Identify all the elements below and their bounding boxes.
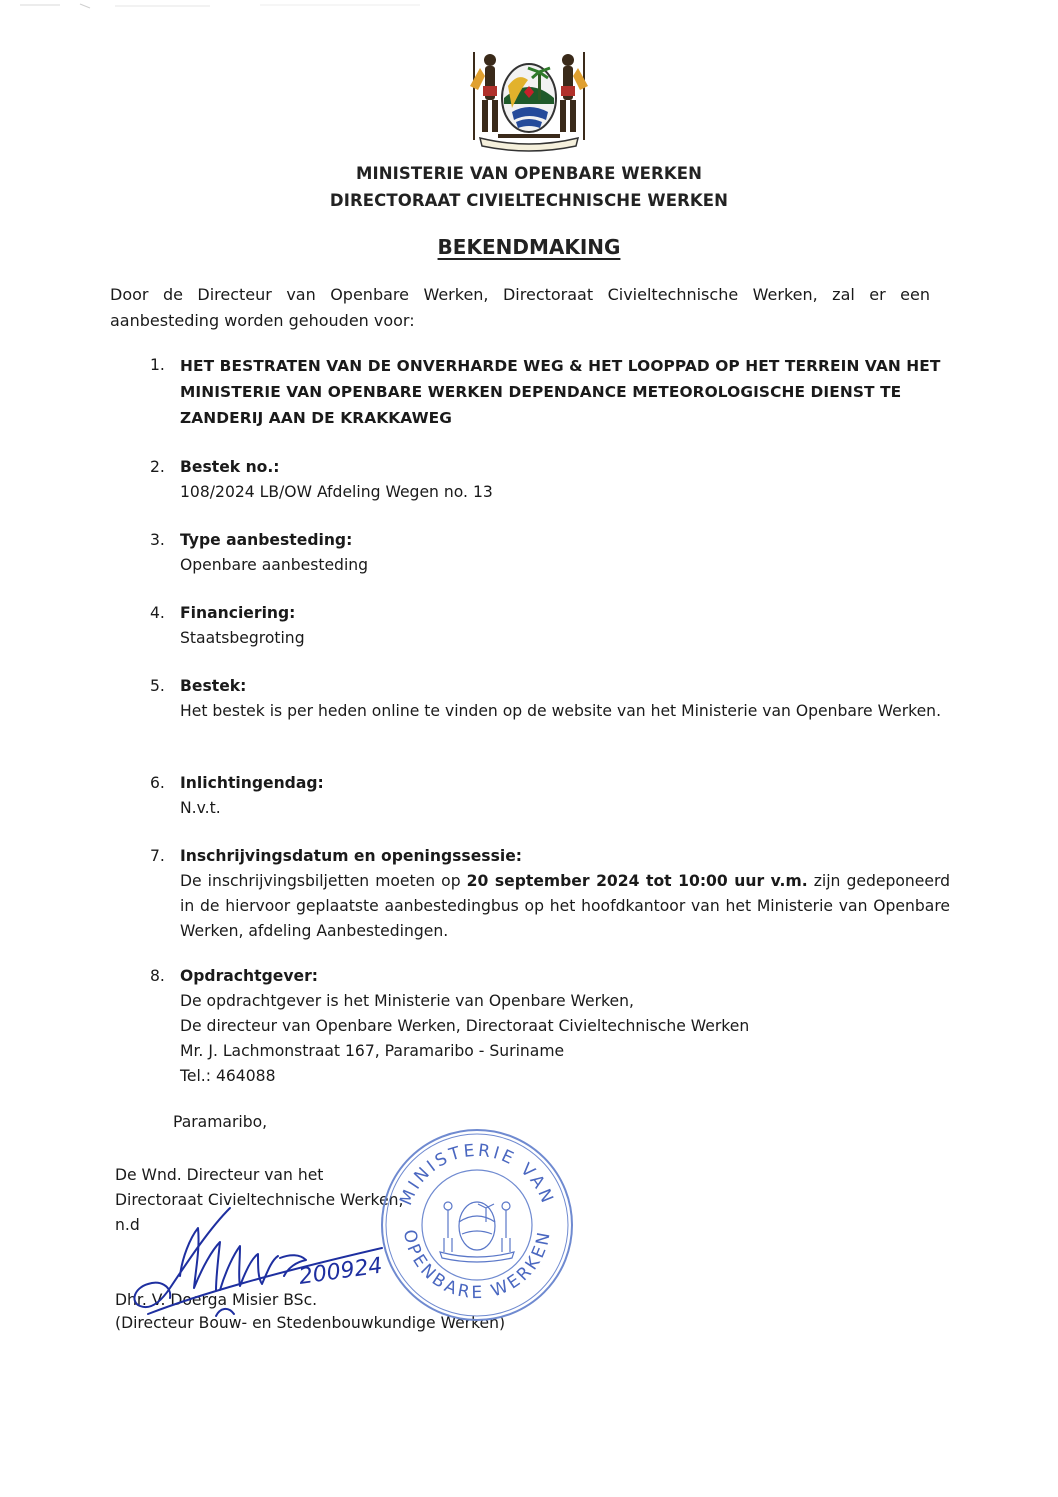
item-body xyxy=(180,844,950,944)
item-number: 3. xyxy=(150,531,165,549)
item-body xyxy=(180,674,950,724)
item-text-line: De opdrachtgever is het Ministerie van Openbare Werken, xyxy=(180,992,634,1010)
ministry-name: MINISTERIE VAN OPENBARE WERKEN xyxy=(355,164,703,183)
item-number: 4. xyxy=(150,604,165,622)
deadline: 20 september 2024 tot 10:00 uur v.m. xyxy=(466,872,808,890)
item-heading: Type aanbesteding: xyxy=(180,531,353,549)
coat-of-arms-icon xyxy=(468,46,590,156)
item-heading: Bestek no.: xyxy=(180,458,280,476)
item-number: 7. xyxy=(150,847,165,865)
item-body xyxy=(180,455,950,505)
item-body xyxy=(180,601,950,651)
signature-line: n.d xyxy=(115,1216,140,1234)
svg-text:MINISTERIE VAN xyxy=(396,1141,558,1209)
item-text-line: De directeur van Openbare Werken, Directoraat Civieltechnische Werken xyxy=(180,1017,750,1035)
signature-line: Directoraat Civieltechnische Werken, xyxy=(115,1191,404,1209)
project-title-line: MINISTERIE VAN OPENBARE WERKEN DEPENDANCE METEOROLOGISCHE DIENST TE xyxy=(180,383,902,401)
place-line: Paramaribo, xyxy=(173,1113,268,1131)
item-heading: Financiering: xyxy=(180,604,296,622)
item-number: 6. xyxy=(150,774,165,792)
signature-line: De Wnd. Directeur van het xyxy=(115,1166,324,1184)
item-text: Openbare aanbesteding xyxy=(180,556,369,574)
item-text: 108/2024 LB/OW Afdeling Wegen no. 13 xyxy=(180,483,493,501)
stamp-bottom-text: OPENBARE WERKEN xyxy=(398,1227,556,1304)
svg-text:OPENBARE WERKEN xyxy=(399,1228,555,1303)
handwritten-signature xyxy=(120,1198,390,1328)
item-body xyxy=(180,964,950,1089)
project-title xyxy=(180,353,950,431)
intro-paragraph: Door de Directeur van Openbare Werken, Directoraat Civieltechnische Werken, zal er een aanbesteding worden gehouden voor: xyxy=(110,285,930,330)
item-text xyxy=(180,869,950,944)
signatory-role: (Directeur Bouw- en Stedenbouwkundige Werken) xyxy=(115,1314,506,1332)
item-text-line: Tel.: 464088 xyxy=(180,1067,276,1085)
directorate-name: DIRECTORAAT CIVIELTECHNISCHE WERKEN xyxy=(329,191,729,210)
signature-date: 200924 xyxy=(297,1253,385,1290)
item-text-part: zijn gedeponeerd in de hiervoor geplaatste aanbestedingbus op het hoofdkantoor van het Ministerie van Openbare Werken, afdeling Aanbestedingen. xyxy=(180,872,950,940)
item-heading: Inschrijvingsdatum en openingssessie: xyxy=(180,847,523,865)
signatory-name: Dhr. V. Doerga Misier BSc. xyxy=(115,1291,318,1309)
item-heading: Bestek: xyxy=(180,677,247,695)
project-title-line: HET BESTRATEN VAN DE ONVERHARDE WEG & HET LOOPPAD OP HET TERREIN VAN HET xyxy=(180,357,941,375)
item-heading: Inlichtingendag: xyxy=(180,774,324,792)
item-heading: Opdrachtgever: xyxy=(180,967,318,985)
stamp-top-text: MINISTERIE VAN xyxy=(396,1140,558,1209)
item-number: 1. xyxy=(150,356,165,374)
item-text: N.v.t. xyxy=(180,799,221,817)
page-title xyxy=(0,235,1058,259)
item-text-part: De inschrijvingsbiljetten moeten op xyxy=(180,872,467,890)
official-stamp-icon xyxy=(378,1126,576,1324)
item-body xyxy=(180,771,950,821)
item-body xyxy=(180,528,950,578)
item-text: Het bestek is per heden online te vinden op de website van het Ministerie van Openbare Werken. xyxy=(180,702,942,720)
item-number: 8. xyxy=(150,967,165,985)
scan-marks xyxy=(0,0,1058,20)
project-title-line: ZANDERIJ AAN DE KRAKKAWEG xyxy=(180,409,452,427)
item-number: 2. xyxy=(150,458,165,476)
item-number: 5. xyxy=(150,677,165,695)
title-text: BEKENDMAKING xyxy=(437,235,621,259)
item-text-line: Mr. J. Lachmonstraat 167, Paramaribo - Suriname xyxy=(180,1042,565,1060)
item-text: Staatsbegroting xyxy=(180,629,305,647)
